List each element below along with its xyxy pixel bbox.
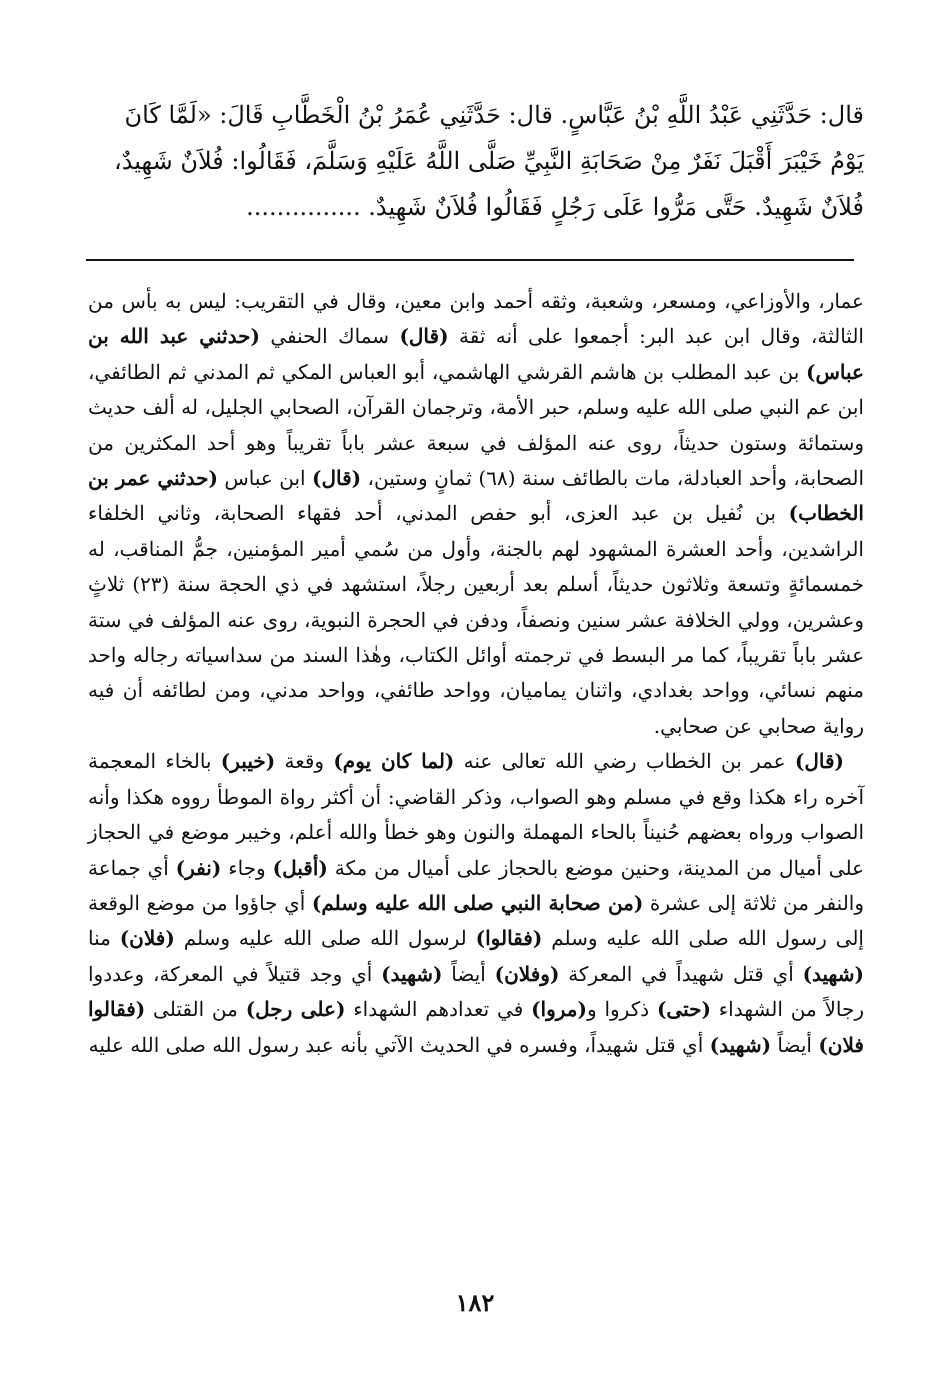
hadith-line: يَوْمُ خَيْبَرَ أَقْبَلَ نَفَرٌ مِنْ صَحَابَةِ النَّبِيِّ صَلَّى اللَّهُ عَلَيْهِ وَسَلَّمَ، فَقَالُوا: فُلاَنٌ شَهِيدٌ، [113,147,864,175]
page-number: ١٨٢ [455,1288,495,1317]
commentary [88,284,864,1063]
commentary-paragraph: عمار، والأوزاعي، ومسعر، وشعبة، وثقه أحمد وابن معين، وقال في التقريب: ليس به بأس من الثالثة، وقال ابن عبد البر: أجمعوا على أنه ثقة (قال) سماك الحنفي (حدثني عبد الله بن عباس) بن عبد المطلب بن هاشم القرشي الهاشمي، أبو العباس المكي ثم المدني ثم الطائفي، ابن عم النبي صلى الله عليه وسلم، حبر الأمة، وترجمان القرآن، الصحابي الجليل، له ألف حديث وستمائة وستون حديثاً، روى عنه المؤلف في سبعة عشر باباً تقريباً وهو أحد المكثرين من الصحابة، وأحد العبادلة، مات بالطائف سنة (٦٨) ثمانٍ وستين، (قال) ابن عباس (حدثني عمر بن الخطاب) بن نُفيل بن عبد العزى، أبو حفص المدني، أحد فقهاء الصحابة، وثاني الخلفاء الراشدين، وأحد العشرة المشهود لهم بالجنة، وأول من سُمي أمير المؤمنين، جمُّ المناقب، له خمسمائةٍ وتسعة وثلاثون حديثاً، أسلم بعد أربعين رجلاً، استشهد في ذي الحجة سنة (٢٣) ثلاثٍ وعشرين، وولي الخلافة عشر سنين ونصفاً، ودفن في الحجرة النبوية، روى عنه المؤلف في ستة عشر باباً تقريباً، كما مر البسط في ترجمته أوائل الكتاب، وهٰذا السند من سداسياته رجاله واحد منهم نسائي، وواحد بغدادي، واثنان يماميان، وواحد طائفي، وواحد مدني، ومن لطائفه أن فيه رواية صحابي عن صحابي. [88,289,865,738]
commentary-paragraph: (قال) عمر بن الخطاب رضي الله تعالى عنه (لما كان يوم) وقعة (خيبر) بالخاء المعجمة آخره راء هكذا وقع في مسلم وهو الصواب، وذكر القاضي: أن أكثر رواة الموطأ رووه هكذا وأنه الصواب ورواه بعضهم حُنيناً بالحاء المهملة والنون وهو خطأ والله أعلم، وخيبر موضع في الحجاز على أميال من المدينة، وحنين موضع بالحجاز على أميال من مكة (أقبل) وجاء (نفر) أي جماعة والنفر من ثلاثة إلى عشرة (من صحابة النبي صلى الله عليه وسلم) أي جاؤوا من موضع الوقعة إلى رسول الله صلى الله عليه وسلم (فقالوا) لرسول الله صلى الله عليه وسلم (فلان) منا (شهيد) أي قتل شهيداً في المعركة (وفلان) أيضاً (شهيد) أي وجد قتيلاً في المعركة، وعددوا رجالاً من الشهداء (حتى) ذكروا و(مروا) في تعدادهم الشهداء (على رجل) من القتلى (فقالوا فلان) أيضاً (شهيد) أي قتل شهيداً، وفسره في الحديث الآتي بأنه عبد رسول الله صلى الله عليه [88,749,865,1057]
separator-line [86,259,854,261]
hadith-text [88,92,864,230]
hadith-line: قال: حَدَّثَنِي عَبْدُ اللَّهِ بْنُ عَبَّاسٍ. قال: حَدَّثَنِي عُمَرُ بْنُ الْخَطَّابِ قَالَ: «لَمَّا كَانَ [124,101,864,129]
hadith-line: فُلاَنٌ شَهِيدٌ. حَتَّى مَرُّوا عَلَى رَجُلٍ فَقَالُوا فُلاَنٌ شَهِيدٌ. ............... [246,193,864,221]
continuation-dots: ............... [246,193,361,221]
